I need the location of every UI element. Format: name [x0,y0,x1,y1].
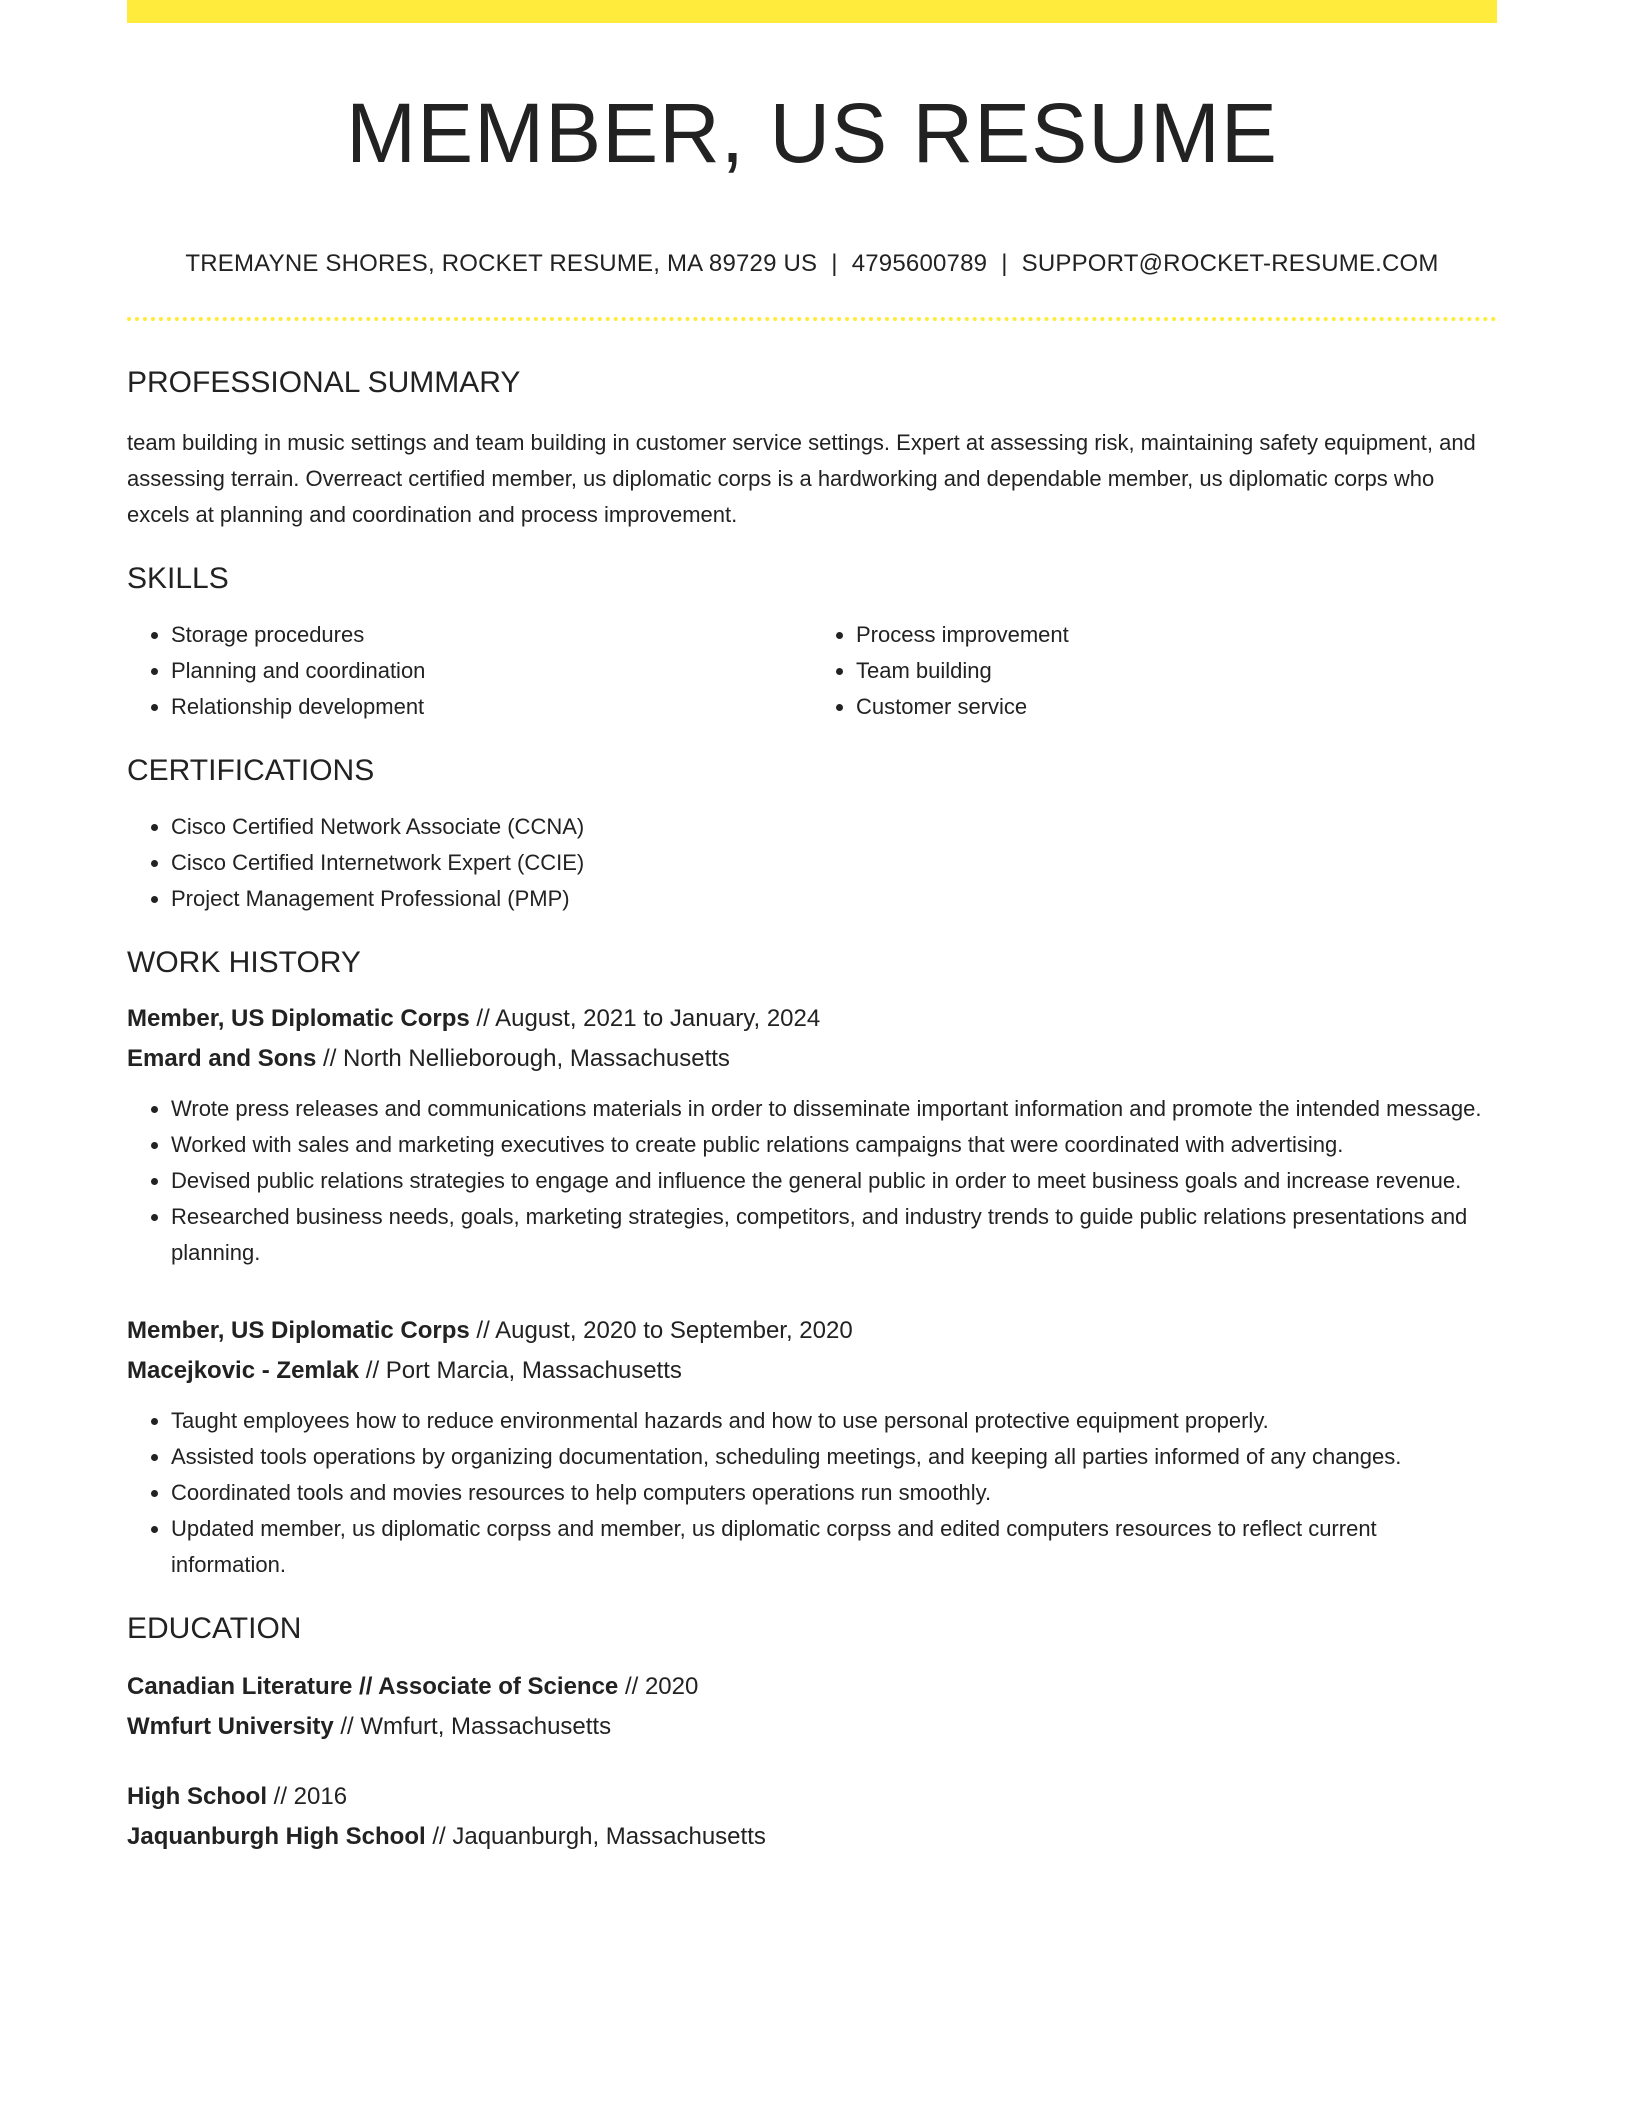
skills-column-left [127,617,812,725]
contact-email: SUPPORT@ROCKET-RESUME.COM [1021,250,1439,277]
skill-item: • Planning and coordination [171,653,812,689]
job-entry [127,999,1497,1271]
summary-text: team building in music settings and team building in customer service settings. Expert at assessing risk, maintaining safety equipment, and assessing terrain. Overreact certified member, us diplomatic corps is a hardworking and dependable member, us diplomatic corps who excels at planning and coordination and process improvement. [127,430,1476,527]
skill-item: • Team building [856,653,1497,689]
education-degree: High School [127,1783,267,1810]
certification-item: • Cisco Certified Network Associate (CCNA) [171,809,1497,845]
job-bullet: • Devised public relations strategies to engage and influence the general public in order to meet business goals and increase revenue. [171,1163,1497,1199]
job-company-line [127,1351,1497,1391]
job-bullet: • Taught employees how to reduce environmental hazards and how to use personal protective equipment properly. [171,1403,1497,1439]
work-history-heading: WORK HISTORY [127,946,361,979]
skills-heading: SKILLS [127,562,229,595]
job-company-line [127,1039,1497,1079]
contact-line [127,249,1497,279]
certifications-heading: CERTIFICATIONS [127,754,375,787]
resume-page [127,0,1497,1857]
job-role: Member, US Diplomatic Corps [127,1005,470,1032]
job-location: // Port Marcia, Massachusetts [359,1357,682,1384]
certification-item: • Cisco Certified Internetwork Expert (CCIE) [171,845,1497,881]
education-degree-line [127,1667,1497,1707]
education-degree: Canadian Literature // Associate of Science [127,1673,619,1700]
education-school-line [127,1707,1497,1747]
skills-column-right [812,617,1497,725]
job-title-line [127,999,1497,1039]
education-entry [127,1777,1497,1857]
skills-list [127,617,1497,725]
job-entry [127,1311,1497,1583]
job-bullet: • Updated member, us diplomatic corpss and member, us diplomatic corpss and edited computers resources to reflect current information. [171,1511,1497,1583]
job-location: // North Nellieborough, Massachusetts [316,1045,730,1072]
skill-item: • Process improvement [856,617,1497,653]
certifications-list [127,809,1497,917]
job-bullet: • Assisted tools operations by organizing documentation, scheduling meetings, and keeping all parties informed of any changes. [171,1439,1497,1475]
job-company: Macejkovic - Zemlak [127,1357,360,1384]
summary-heading: PROFESSIONAL SUMMARY [127,366,521,399]
job-bullet: • Worked with sales and marketing executives to create public relations campaigns that were coordinated with advertising. [171,1127,1497,1163]
contact-address: TREMAYNE SHORES, ROCKET RESUME, MA 89729 US [185,250,818,277]
resume-title: MEMBER, US RESUME [346,86,1278,180]
job-company: Emard and Sons [127,1045,317,1072]
job-role: Member, US Diplomatic Corps [127,1317,470,1344]
dotted-divider [127,317,1497,321]
education-location: // Wmfurt, Massachusetts [333,1713,612,1740]
contact-separator: | [831,250,838,277]
job-bullet: • Wrote press releases and communications materials in order to disseminate important information and promote the intended message. [171,1091,1497,1127]
job-bullet: • Coordinated tools and movies resources to help computers operations run smoothly. [171,1475,1497,1511]
contact-phone: 4795600789 [851,250,988,277]
job-dates: // August, 2021 to January, 2024 [469,1005,821,1032]
education-entry [127,1667,1497,1747]
job-dates: // August, 2020 to September, 2020 [469,1317,853,1344]
skill-item: • Storage procedures [171,617,812,653]
job-bullets [127,1403,1497,1583]
education-heading: EDUCATION [127,1612,302,1645]
accent-bar [127,0,1497,23]
skill-item: • Relationship development [171,689,812,725]
certification-item: • Project Management Professional (PMP) [171,881,1497,917]
education-school: Wmfurt University [127,1713,334,1740]
job-bullets [127,1091,1497,1271]
education-year: // 2020 [618,1673,699,1700]
job-title-line [127,1311,1497,1351]
education-school: Jaquanburgh High School [127,1823,426,1850]
education-location: // Jaquanburgh, Massachusetts [425,1823,766,1850]
education-school-line [127,1817,1497,1857]
education-degree-line [127,1777,1497,1817]
job-bullet: • Researched business needs, goals, marketing strategies, competitors, and industry trends to guide public relations presentations and planning. [171,1199,1497,1271]
contact-separator: | [1001,250,1008,277]
education-year: // 2016 [267,1783,348,1810]
skill-item: • Customer service [856,689,1497,725]
